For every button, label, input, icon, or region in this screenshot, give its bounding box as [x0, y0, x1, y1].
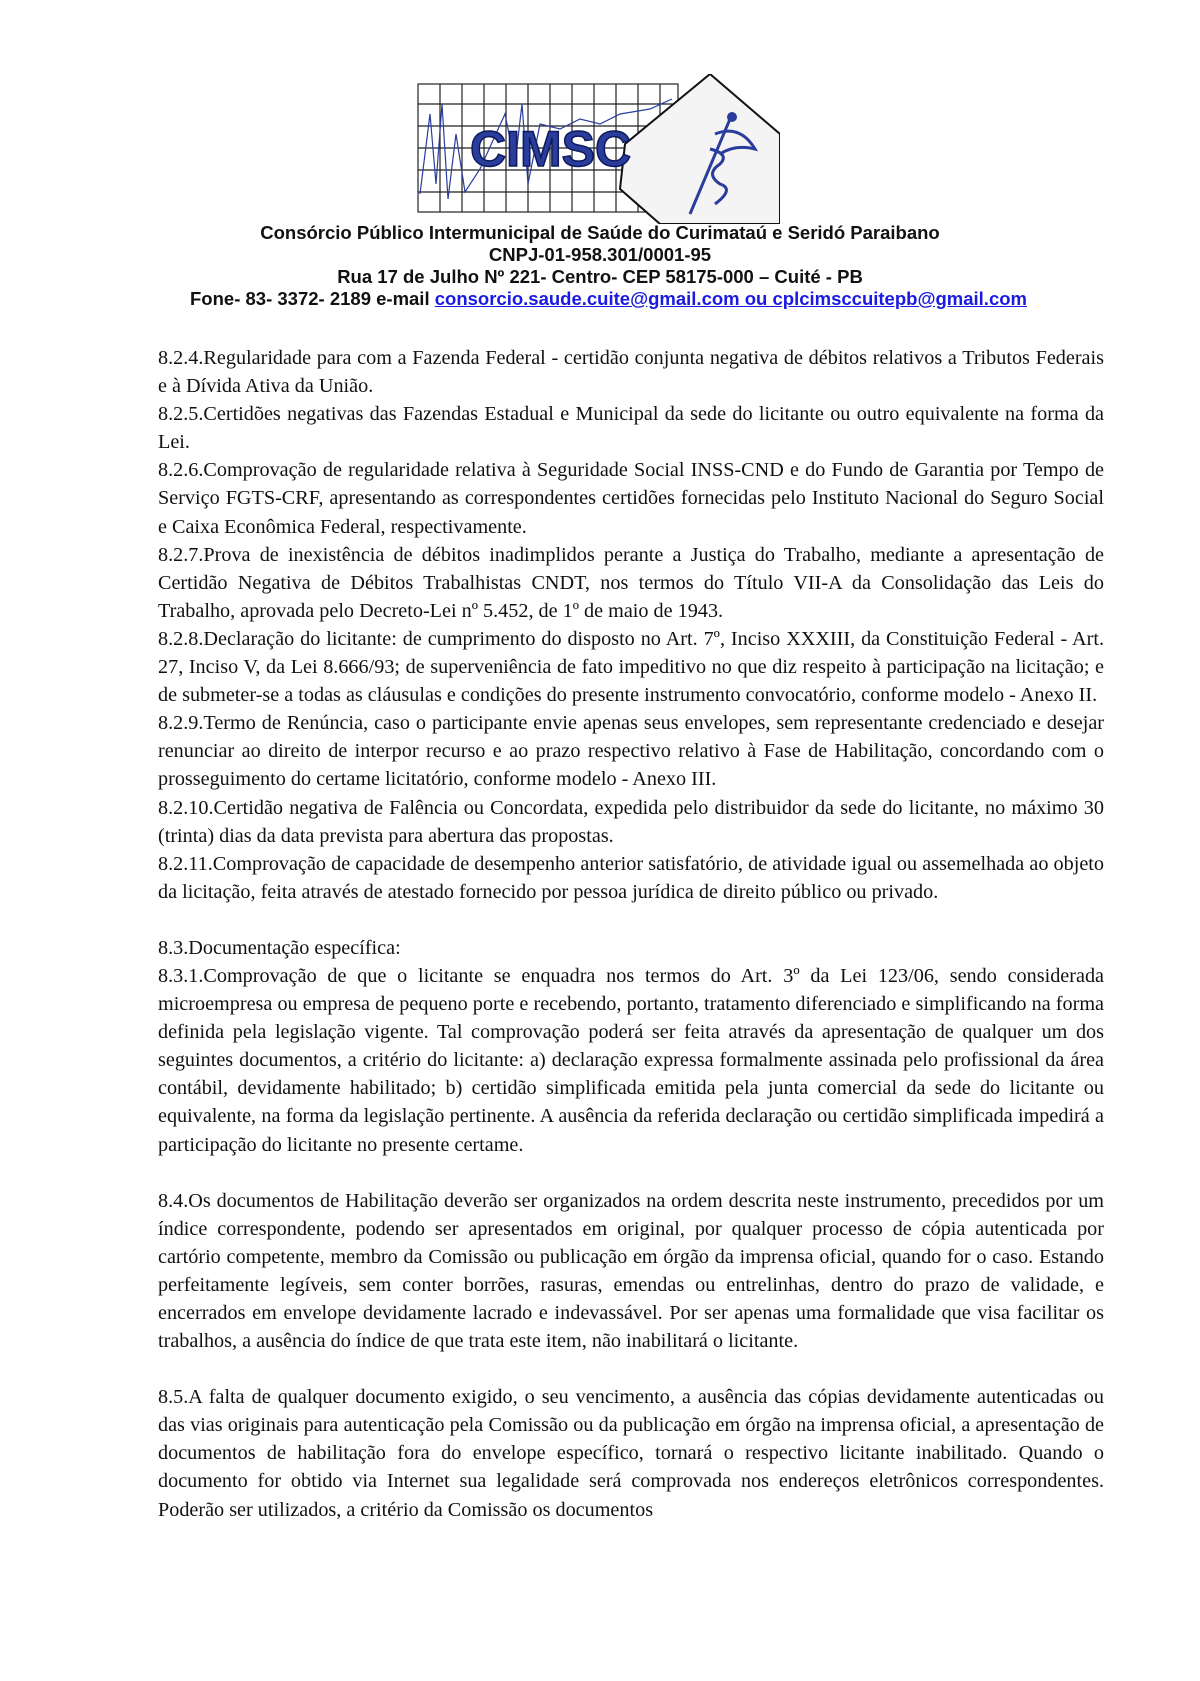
org-name: Consórcio Público Intermunicipal de Saúde do Curimataú e Seridó Paraibano	[260, 222, 940, 243]
clause-8-2-6: 8.2.6.Comprovação de regularidade relativa à Seguridade Social INSS-CND e do Fundo de Garantia por Tempo de Serviço FGTS-CRF, apresentando as correspondentes certidões fornecidas pelo Instituto Nacional do Seguro Social e Caixa Econômica Federal, respectivamente.	[158, 459, 1104, 538]
cimsc-logo	[410, 74, 780, 224]
address: Rua 17 de Julho Nº 221- Centro- CEP 58175-000 – Cuité - PB	[337, 266, 863, 287]
clause-8-3-1: 8.3.1.Comprovação de que o licitante se enquadra nos termos do Art. 3º da Lei 123/06, sendo considerada microempresa ou empresa de pequeno porte e recebendo, portanto, tratamento diferenciado e simplificando na forma definida pela legislação vigente. Tal comprovação poderá ser feita através da apresentação de qualquer um dos seguintes documentos, a critério do licitante: a) declaração expressa formalmente assinada pelo profissional da área contábil, devidamente habilitado; b) certidão simplificada emitida pela junta comercial da sede do licitante ou equivalente, na forma da legislação pertinente. A ausência da referida declaração ou certidão simplificada impedirá a participação do licitante no presente certame.	[158, 964, 1104, 1156]
cnpj: CNPJ-01-958.301/0001-95	[488, 244, 712, 265]
clause-8-2-11: 8.2.11.Comprovação de capacidade de desempenho anterior satisfatório, de atividade igual ou assemelhada ao objeto da licitação, feita através de atestado fornecido por pessoa jurídica de direito público ou privado.	[158, 852, 1104, 903]
contact-line	[0, 288, 1200, 310]
phone: Fone- 83- 3372- 2189 e-mail	[190, 288, 435, 309]
clause-8-5: 8.5.A falta de qualquer documento exigido, o seu vencimento, a ausência das cópias devidamente autenticadas ou das vias originais para autenticação pela Comissão ou da publicação em órgão na imprensa oficial, a apresentação de documentos de habilitação fora do envelope específico, tornará o respectivo licitante inabilitado. Quando o documento for obtido via Internet sua legalidade será comprovada nos endereços eletrônicos correspondentes. Poderão ser utilizados, a critério da Comissão os documentos	[158, 1386, 1104, 1521]
document-body	[158, 344, 1104, 1524]
clause-8-2-8: 8.2.8.Declaração do licitante: de cumprimento do disposto no Art. 7º, Inciso XXXIII, da Constituição Federal - Art. 27, Inciso V, da Lei 8.666/93; de superveniência de fato impeditivo no que diz respeito à participação na licitação; e de submeter-se a todas as cláusulas e condições do presente instrumento convocatório, conforme modelo - Anexo II.	[158, 627, 1104, 707]
email-link[interactable]: consorcio.saude.cuite@gmail.com ou cplcimsccuitepb@gmail.com	[434, 288, 1027, 309]
svg-text:CIMSC: CIMSC	[470, 121, 632, 177]
section-8-3-heading: 8.3.Documentação específica:	[158, 936, 401, 959]
clause-8-2-4: 8.2.4.Regularidade para com a Fazenda Federal - certidão conjunta negativa de débitos relativos a Tributos Federais e à Dívida Ativa da União.	[158, 347, 1104, 398]
clause-8-4: 8.4.Os documentos de Habilitação deverão ser organizados na ordem descrita neste instrumento, precedidos por um índice correspondente, podendo ser apresentados em original, por qualquer processo de cópia autenticada por cartório competente, membro da Comissão ou publicação em órgão da imprensa oficial, quando for o caso. Estando perfeitamente legíveis, sem conter borrões, rasuras, emendas ou entrelinhas, dentro do prazo de validade, e encerrados em envelope devidamente lacrado e indevassável. Por ser apenas uma formalidade que visa facilitar os trabalhos, a ausência do índice de que trata este item, não inabilitará o licitante.	[158, 1189, 1104, 1353]
clause-8-2-5: 8.2.5.Certidões negativas das Fazendas Estadual e Municipal da sede do licitante ou outro equivalente na forma da Lei.	[158, 403, 1104, 454]
clause-8-2-7: 8.2.7.Prova de inexistência de débitos inadimplidos perante a Justiça do Trabalho, mediante a apresentação de Certidão Negativa de Débitos Trabalhistas CNDT, nos termos do Título VII-A da Consolidação das Leis do Trabalho, aprovada pelo Decreto-Lei nº 5.452, de 1º de maio de 1943.	[158, 543, 1104, 622]
clause-8-2-9: 8.2.9.Termo de Renúncia, caso o participante envie apenas seus envelopes, sem representante credenciado e desejar renunciar ao direito de interpor recurso e ao prazo respectivo relativo à Fase de Habilitação, concordando com o prosseguimento do certame licitatório, conforme modelo - Anexo III.	[158, 712, 1104, 791]
clause-8-2-10: 8.2.10.Certidão negativa de Falência ou Concordata, expedida pelo distribuidor da sede do licitante, no máximo 30 (trinta) dias da data prevista para abertura das propostas.	[158, 796, 1104, 847]
